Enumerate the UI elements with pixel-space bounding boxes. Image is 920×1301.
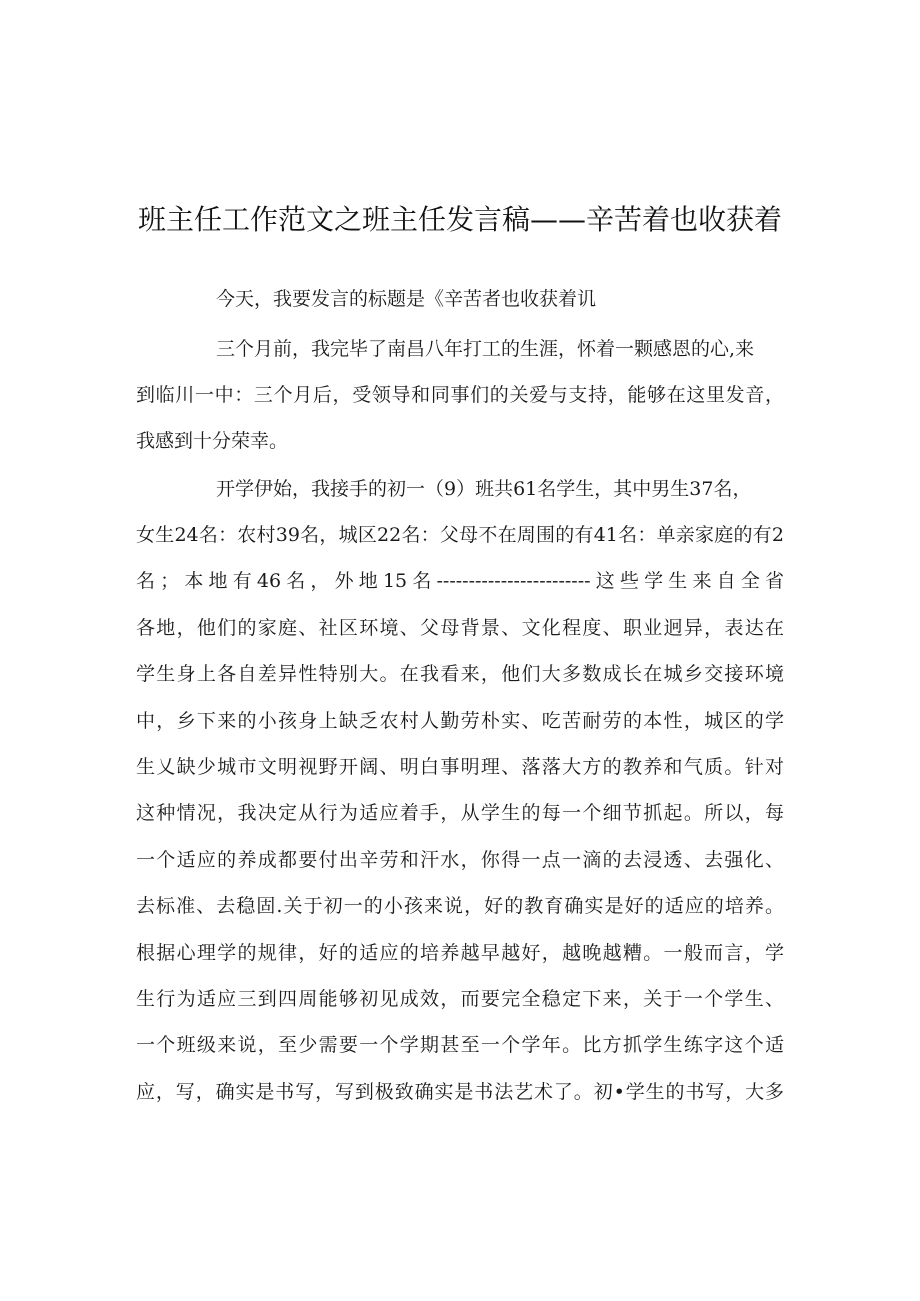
paragraph-2-line-1: 三个月前，我完毕了南昌八年打工的生涯，怀着一颗感恩的心,来 — [216, 338, 755, 360]
paragraph-3-line-11: 根据心理学的规律，好的适应的培养越早越好，越晚越糟。一般而言，学 — [136, 942, 784, 964]
paragraph-3-line-2: 女生24名：农村39名，城区22名：父母不在周围的有41名：单亲家庭的有2 — [136, 524, 784, 546]
paragraph-3-line-13: 一个班级来说，至少需要一个学期甚至一个学年。比方抓学生练字这个适 — [136, 1034, 784, 1056]
paragraph-3-line-8: 这种情况，我决定从行为适应着手，从学生的每一个细节抓起。所以，每 — [136, 802, 784, 824]
paragraph-3-line-3: 名；本地有46名，外地15名------------------------这些学生来自全省 — [136, 570, 784, 592]
paragraph-3-line-1: 开学伊始，我接手的初一（9）班共61名学生，其中男生37名， — [216, 478, 752, 500]
document-title: 班主任工作范文之班主任发言稿——辛苦着也收获着 — [137, 203, 782, 236]
paragraph-3-line-14: 应，写，确实是书写，写到极致确实是书法艺术了。初•学生的书写，大多 — [136, 1081, 784, 1103]
paragraph-2-line-3: 我感到十分荣幸。 — [136, 430, 289, 452]
paragraph-1-line-1: 今天，我要发言的标题是《辛苦者也收获着讥 — [216, 288, 597, 310]
paragraph-3-line-10: 去标准、去稳固.关于初一的小孩来说，好的教育确实是好的适应的培养。 — [136, 895, 784, 917]
paragraph-3-line-4: 各地，他们的家庭、社区环境、父母背景、文化程度、职业迥异，表达在 — [136, 617, 784, 639]
paragraph-3-line-5: 学生身上各自差异性特别大。在我看来，他们大多数成长在城乡交接环境 — [136, 663, 784, 685]
paragraph-3-line-9: 一个适应的养成都要付出辛劳和汗水，你得一点一滴的去浸透、去强化、 — [136, 849, 784, 871]
paragraph-3-line-12: 生行为适应三到四周能够初见成效，而要完全稳定下来，关于一个学生、 — [136, 988, 784, 1010]
paragraph-2-line-2: 到临川一中：三个月后，受领导和同事们的关爱与支持，能够在这里发音， — [136, 384, 784, 406]
paragraph-3-line-6: 中，乡下来的小孩身上缺乏农村人勤劳朴实、吃苦耐劳的本性，城区的学 — [136, 710, 784, 732]
paragraph-3-line-7: 生乂缺少城市文明视野开阔、明白事明理、落落大方的教养和气质。针对 — [136, 756, 784, 778]
